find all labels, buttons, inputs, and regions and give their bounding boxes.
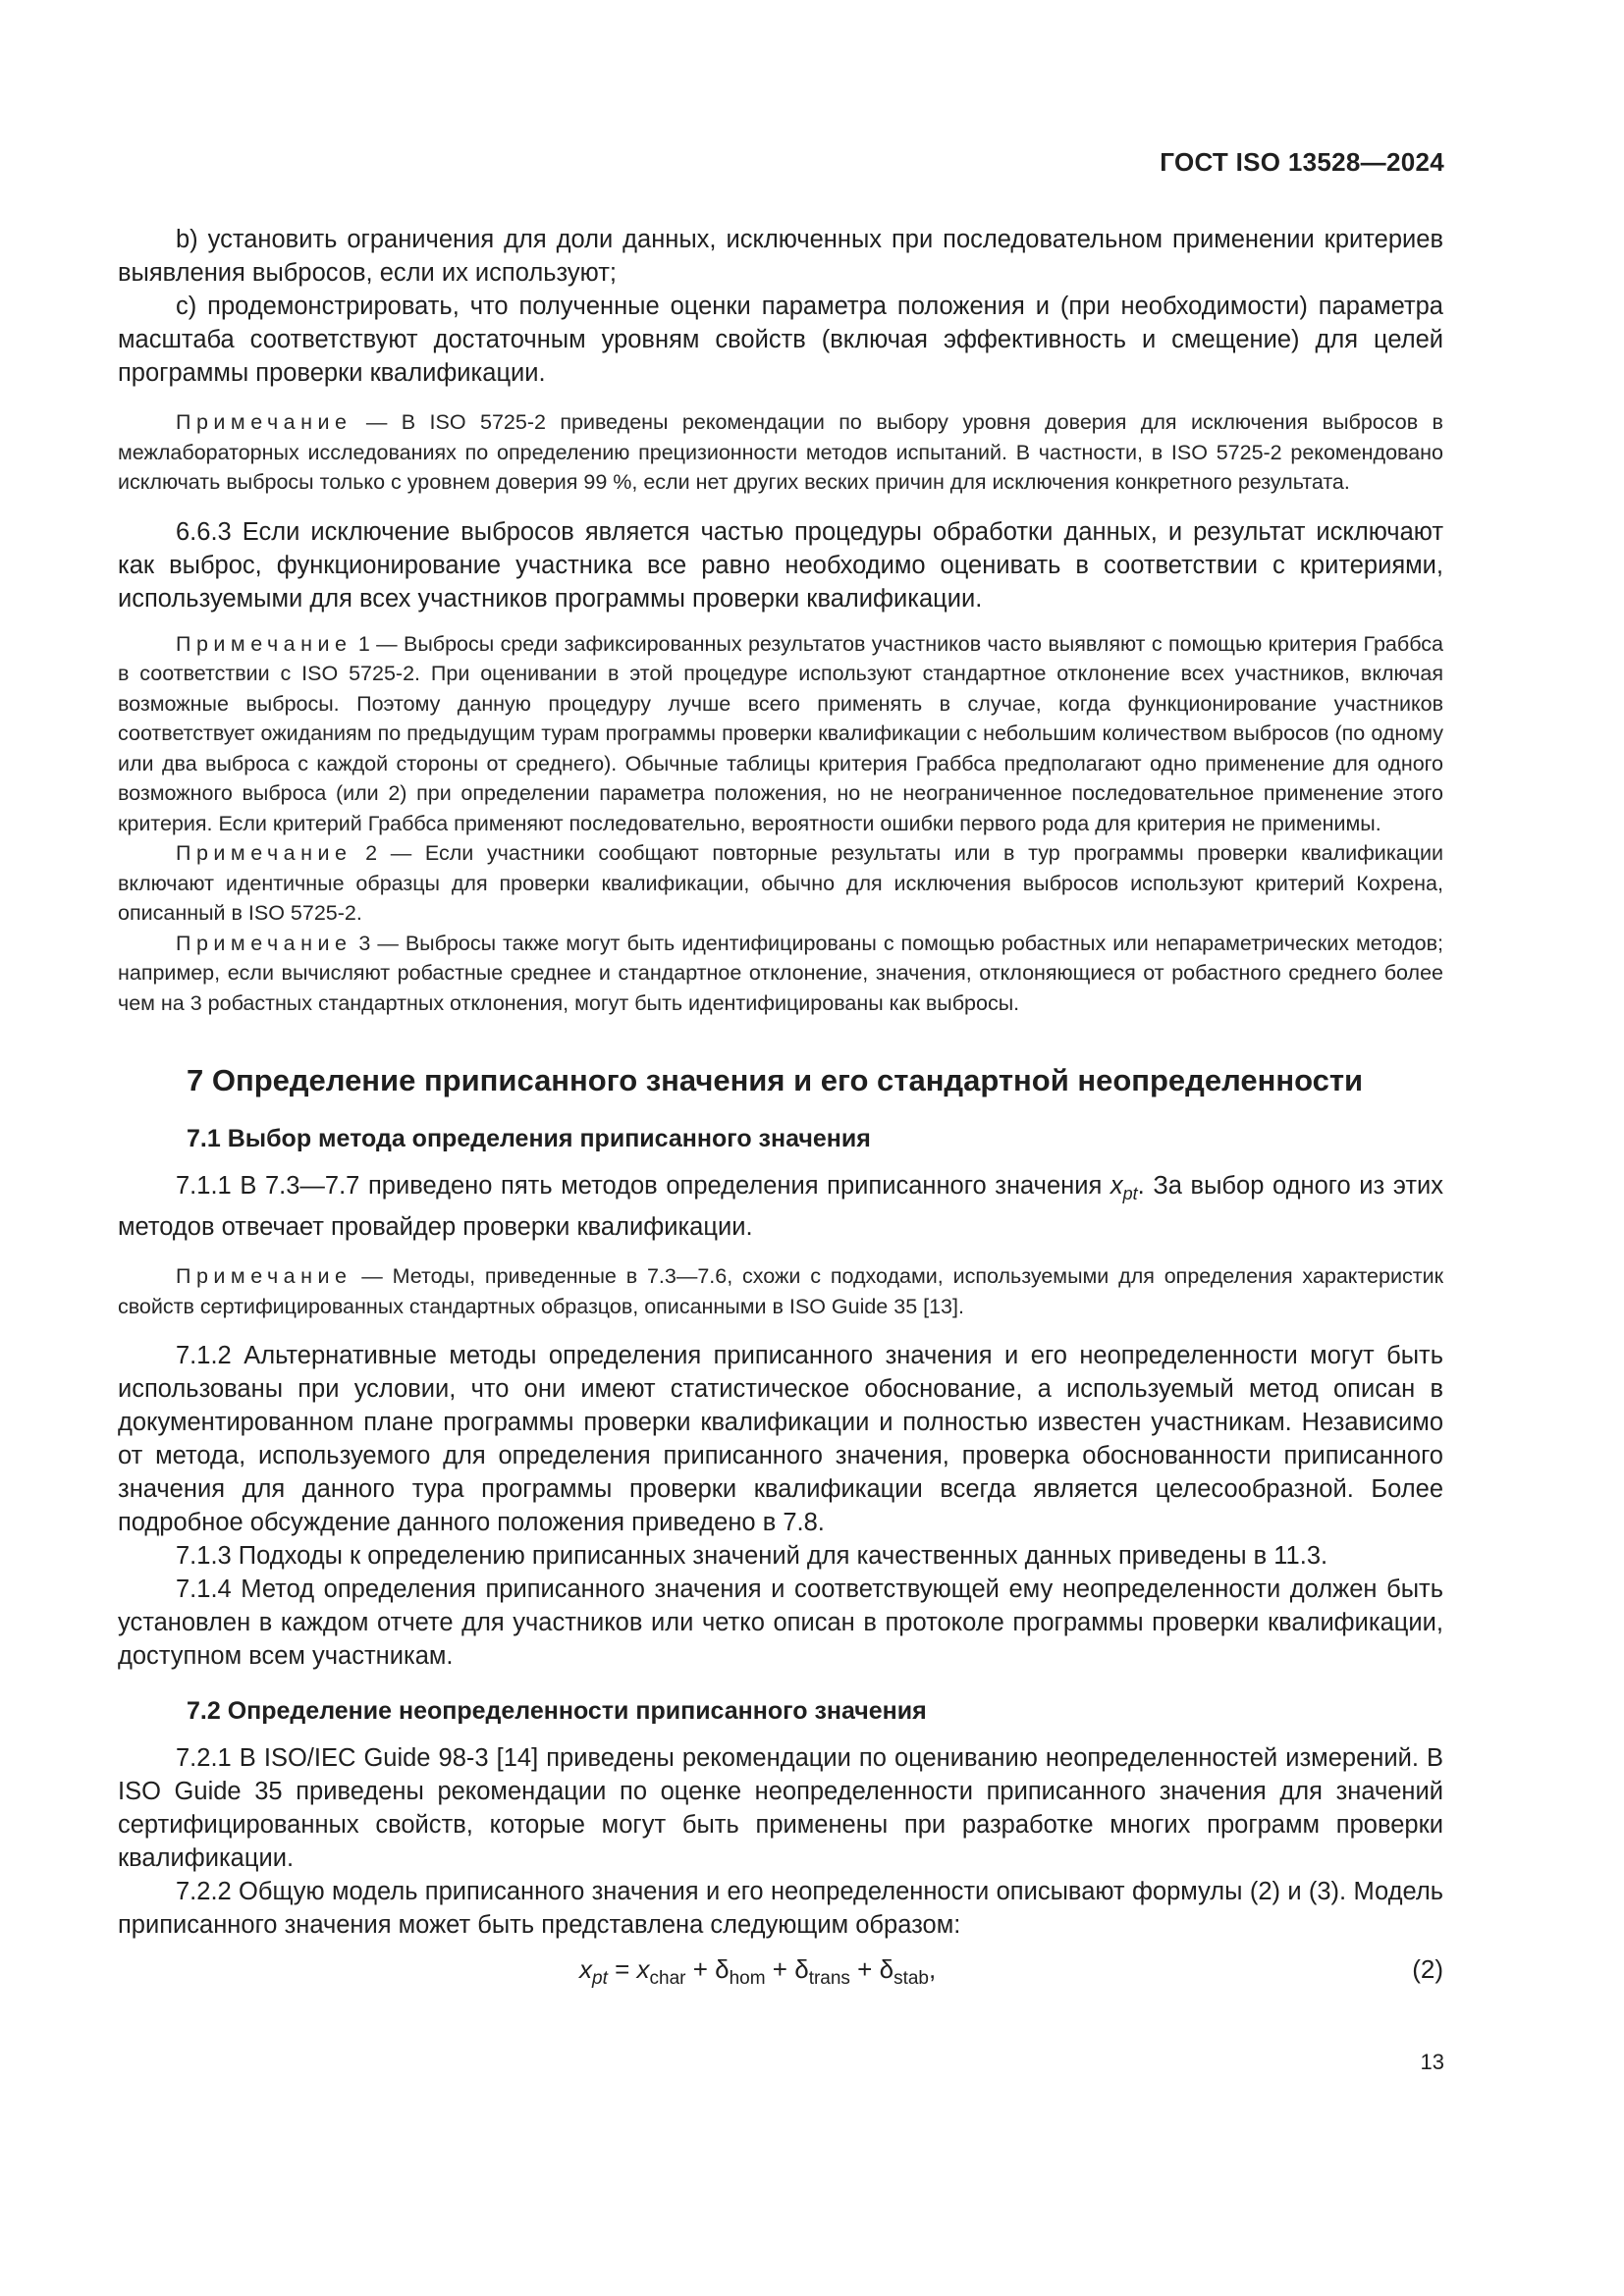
paragraph-7-1-1: 7.1.1 В 7.3—7.7 приведено пять методов определения приписанного значения $x_{pt}$. За выбор одного из этих методов отвечает провайдер проверки квалификации. bbox=[118, 1172, 1443, 1242]
paragraph-7-1-4: 7.1.4 Метод определения приписанного значения и соответствующей ему неопределенности должен быть установлен в каждом отчете для участников или четко описан в протоколе программы проверки квалификации, доступном всем участникам. bbox=[118, 1575, 1443, 1671]
note-label: Примечание bbox=[176, 410, 352, 434]
paragraph-6-6-3: 6.6.3 Если исключение выбросов является частью процедуры обработки данных, и результат исключают как выброс, функционирование участника все равно необходимо оценивать в соответствии с критериями, используемыми для всех участников программы проверки квалификации. bbox=[118, 517, 1443, 613]
list-item-c: с) продемонстрировать, что полученные оценки параметра положения и (при необходимости) параметра масштаба соответствуют достаточным уровням свойств (включая эффективность и смещение) для целей программы проверки квалификации. bbox=[118, 293, 1443, 387]
note-number: 1 bbox=[357, 631, 370, 656]
paragraph-7-2-2: 7.2.2 Общую модель приписанного значения и его неопределенности описывают формулы (2) и (3). Модель приписанного значения может быть представлена следующим образом: bbox=[118, 1878, 1443, 1940]
paragraph-7-1-2: 7.1.2 Альтернативные методы определения приписанного значения и его неопределенности могут быть использованы при условии, что они имеют статистическое обоснование, а используемый метод описан в документированном плане программы проверки квалификации и полностью известен участникам. Независимо от метода, используемого для определения приписанного значения, проверка обоснованности приписанного значения для данного тура программы проверки квалификации всегда является целесообразной. Более подробное обсуждение данного положения приведено в 7.8. bbox=[118, 1342, 1443, 1537]
formula-2 bbox=[118, 1949, 1443, 1989]
page-number: 13 bbox=[1420, 2050, 1444, 2074]
formula-number: (2) bbox=[1412, 1954, 1443, 1985]
list-item-b: b) установить ограничения для доли данных, исключенных при последовательном применении критериев выявления выбросов, если их используют; bbox=[118, 226, 1443, 287]
variable-x-pt: $x_{pt}$ bbox=[1110, 1172, 1138, 1204]
note-label: Примечание bbox=[176, 841, 352, 865]
note-1-paragraph bbox=[118, 629, 1443, 839]
note-2-paragraph bbox=[118, 838, 1443, 929]
document-body bbox=[118, 223, 1443, 1989]
note-label: Примечание bbox=[176, 631, 352, 656]
paragraph-7-1-3: 7.1.3 Подходы к определению приписанных значений для качественных данных приведены в 11.3. bbox=[176, 1542, 1328, 1571]
paragraph-7-2-1: 7.2.1 В ISO/IEC Guide 98-3 [14] приведены рекомендации по оцениванию неопределенностей измерений. В ISO Guide 35 приведены рекомендации по оценке неопределенности приписанного значения для значений сертифицированных свойств, которые могут быть применены при разработке многих программ проверки квалификации. bbox=[118, 1744, 1443, 1873]
formula-expression: $x_{pt} = x_{char} + \delta_{hom} + \delta_{trans} + \delta_{stab}$, bbox=[579, 1954, 937, 1990]
note-3-paragraph bbox=[118, 929, 1443, 1019]
note-label: Примечание bbox=[176, 931, 352, 955]
note-text: — Выбросы также могут быть идентифицированы с помощью робастных или непараметрических методов; например, если вычисляют робастные среднее и стандартное отклонение, значения, отклоняющиеся от робастного среднего более чем на 3 робастных стандартных отклонения, могут быть идентифицированы как выбросы. bbox=[118, 931, 1443, 1015]
note-text: — В ISO 5725-2 приведены рекомендации по выбору уровня доверия для исключения выбросов в межлабораторных исследованиях по определению прецизионности методов испытаний. В частности, в ISO 5725-2 рекомендовано исключать выбросы только с уровнем доверия 99 %, если нет других веских причин для исключения конкретного результата. bbox=[118, 410, 1443, 494]
note-text: — Методы, приведенные в 7.3—7.6, схожи с подходами, используемыми для определения характеристик свойств сертифицированных стандартных образцов, описанными в ISO Guide 35 [13]. bbox=[118, 1264, 1443, 1318]
note-label: Примечание bbox=[176, 1264, 352, 1289]
note-text: — Выбросы среди зафиксированных результатов участников часто выявляют с помощью критерия Граббса в соответствии с ISO 5725-2. При оценивании в этой процедуре используют стандартное отклонение всех участников, включая возможные выбросы. Поэтому данную процедуру лучше всего применять в случае, когда функционирование участников соответствует ожиданиям по предыдущим турам программы проверки квалификации с небольшим количеством выбросов (по одному или два выброса с каждой стороны от среднего). Обычные таблицы критерия Граббса предполагают одно применение для одного возможного выброса (или 2) при определении параметра положения, но не неограниченное последовательное применение этого критерия. Если критерий Граббса применяют последовательно, вероятности ошибки первого рода для критерия не применимы. bbox=[118, 631, 1443, 835]
note-7-1-1 bbox=[118, 1261, 1443, 1321]
note-paragraph bbox=[118, 407, 1443, 498]
subsection-7-2-heading: 7.2 Определение неопределенности приписанного значения bbox=[187, 1697, 927, 1726]
document-header: ГОСТ ISO 13528—2024 bbox=[1160, 147, 1444, 177]
subsection-7-1-heading: 7.1 Выбор метода определения приписанного значения bbox=[187, 1125, 871, 1152]
note-text: — Если участники сообщают повторные результаты или в тур программы проверки квалификации включают идентичные образцы для проверки квалификации, обычно для исключения выбросов используют критерий Кохрена, описанный в ISO 5725-2. bbox=[118, 841, 1443, 925]
note-number: 2 bbox=[365, 841, 378, 865]
note-number: 3 bbox=[358, 931, 371, 955]
section-7-heading: 7 Определение приписанного значения и его стандартной неопределенности bbox=[187, 1063, 1364, 1097]
